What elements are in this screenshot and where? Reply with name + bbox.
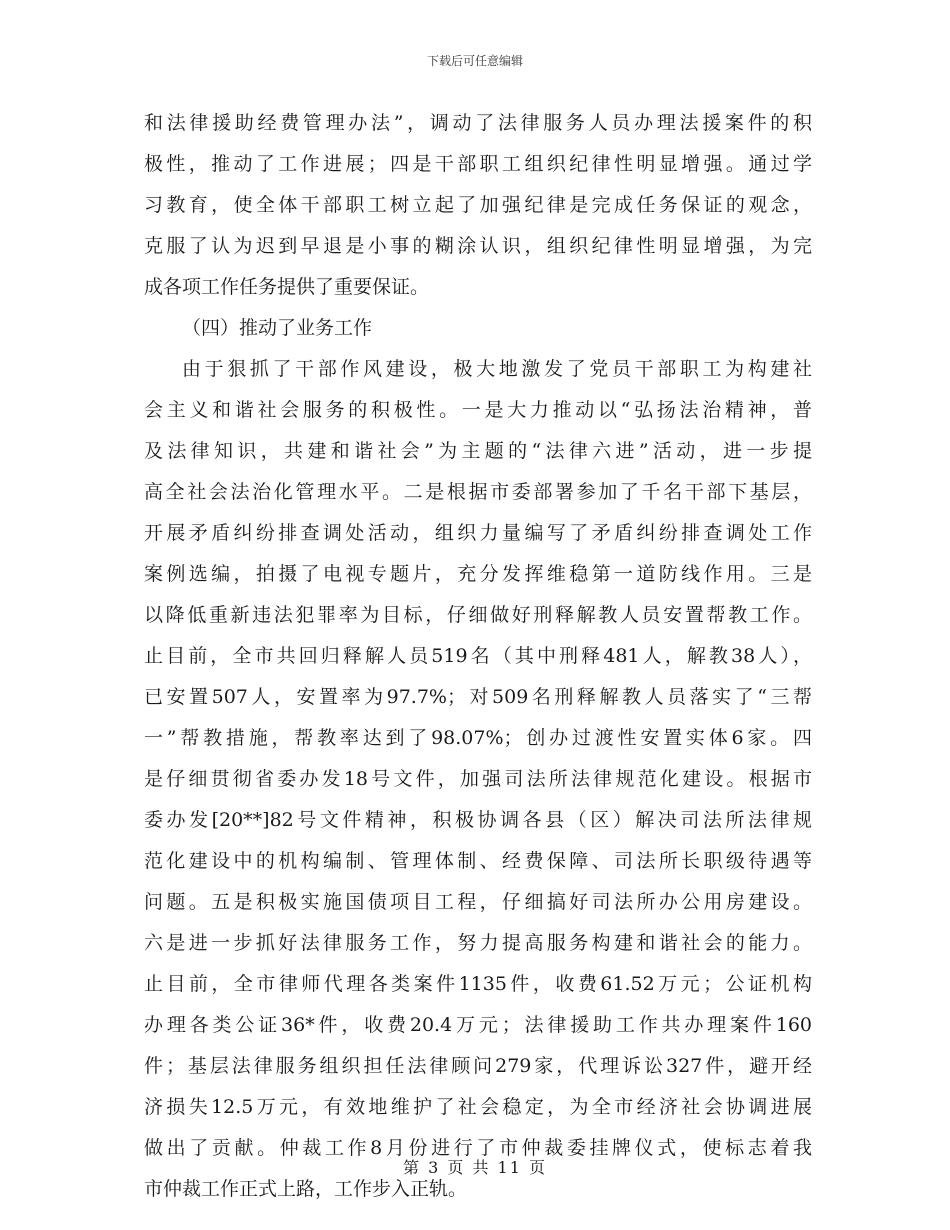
text-line: 件；基层法律服务组织担任法律顾问279家，代理诉讼327件，避开经: [144, 1055, 812, 1077]
text-line: 市仲裁工作正式上路，工作步入正轨。: [144, 1178, 468, 1200]
text-line: 问题。五是积极实施国债项目工程，仔细搞好司法所办公用房建设。: [144, 891, 812, 913]
text-line: 高全社会法治化管理水平。二是根据市委部署参加了千名干部下基层，: [144, 481, 812, 503]
document-body: [144, 103, 812, 1210]
text-line: 成各项工作任务提供了重要保证。: [144, 276, 430, 298]
text-line: 委办发[20**]82号文件精神，积极协调各县（区）解决司法所法律规: [144, 809, 812, 831]
text-line: 案例选编，拍摄了电视专题片，充分发挥维稳第一道防线作用。三是: [144, 563, 812, 585]
text-line: 办理各类公证36*件，收费20.4万元；法律援助工作共办理案件160: [144, 1014, 812, 1036]
text-line: 止目前，全市律师代理各类案件1135件，收费61.52万元；公证机构: [144, 973, 812, 995]
text-line: 六是进一步抓好法律服务工作，努力提高服务构建和谐社会的能力。: [144, 932, 812, 954]
text-line: 及法律知识，共建和谐社会”为主题的“法律六进”活动，进一步提: [144, 440, 812, 462]
text-line: 一”帮教措施，帮教率达到了98.07%；创办过渡性安置实体6家。四: [144, 727, 812, 749]
page-header: 下载后可任意编辑: [426, 54, 523, 68]
text-line: 会主义和谐社会服务的积极性。一是大力推动以“弘扬法治精神，普: [144, 399, 812, 421]
text-line: 习教育，使全体干部职工树立起了加强纪律是完成任务保证的观念，: [144, 194, 812, 216]
text-line: 止目前，全市共回归释解人员519名（其中刑释481人，解教38人），: [144, 645, 812, 667]
text-line: 范化建设中的机构编制、管理体制、经费保障、司法所长职级待遇等: [144, 850, 812, 872]
text-line: 克服了认为迟到早退是小事的糊涂认识，组织纪律性明显增强，为完: [144, 235, 812, 257]
text-line: 已安置507人，安置率为97.7%；对509名刑释解教人员落实了“三帮: [144, 686, 812, 708]
text-line: 济损失12.5万元，有效地维护了社会稳定，为全市经济社会协调进展: [144, 1096, 812, 1118]
page-footer: 第 3 页 共 11 页: [403, 1158, 547, 1177]
section-heading: （四）推动了业务工作: [182, 317, 373, 339]
text-line: 做出了贡献。仲裁工作8月份进行了市仲裁委挂牌仪式，使标志着我: [144, 1137, 812, 1159]
text-line: 开展矛盾纠纷排查调处活动，组织力量编写了矛盾纠纷排查调处工作: [144, 522, 812, 544]
text-line: 极性，推动了工作进展；四是干部职工组织纪律性明显增强。通过学: [144, 153, 812, 175]
text-line: 以降低重新违法犯罪率为目标，仔细做好刑释解教人员安置帮教工作。: [144, 604, 812, 626]
text-line: 由于狠抓了干部作风建设，极大地激发了党员干部职工为构建社: [182, 358, 812, 380]
text-line: 是仔细贯彻省委办发18号文件，加强司法所法律规范化建设。根据市: [144, 768, 812, 790]
text-line: 和法律援助经费管理办法”，调动了法律服务人员办理法援案件的积: [144, 112, 812, 134]
